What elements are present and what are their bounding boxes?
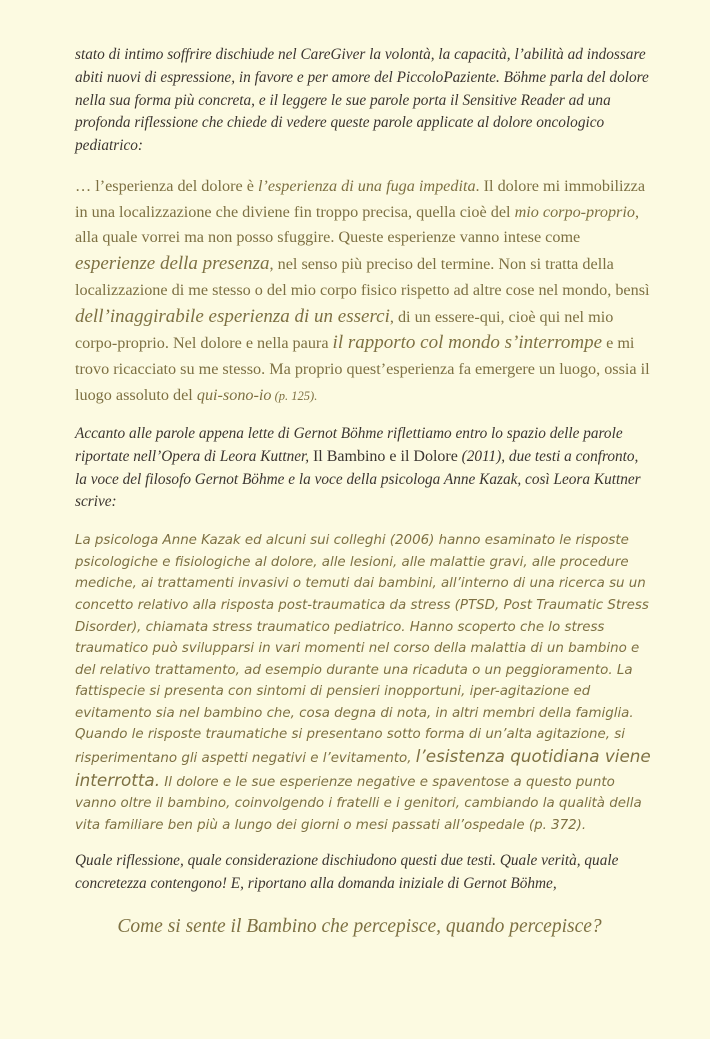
paragraph-text: Accanto alle parole appena lette di Gernot Böhme riflettiamo entro lo spazio delle parole riportate nell’Opera di Leora Kuttner, — [75, 425, 623, 466]
quote-emphasis: esperienze della presenza — [75, 253, 270, 275]
quote-emphasis: l’esistenza quotidiana viene interrotta. — [75, 746, 651, 790]
closing-paragraph: Quale riflessione, quale considerazione dischiudono questi due testi. Quale verità, quale concretezza contengono! E, riportano alla domanda iniziale di Gernot Böhme, — [75, 852, 619, 892]
final-question: Come si sente il Bambino che percepisce, quando percepisce? — [117, 916, 602, 938]
quote-text: , nel senso più preciso del termine. Non si tratta della localizzazione di me stesso o del mio corpo fisico rispetto ad altre cose nel mondo, bensì — [75, 255, 650, 299]
bohme-quote — [75, 174, 654, 409]
quote-emphasis: l’esperienza di una fuga impedita — [257, 176, 476, 195]
quote-text: . Il dolore mi immobilizza in una localizzazione che diviene fin troppo precisa, quella cioè del — [75, 176, 646, 221]
quote-text: Il dolore e le sue esperienze negative e spaventose a questo punto vanno oltre il bambino, coinvolgendo i fratelli e i genitori, cambiando la qualità della vita familiare ben più a lungo dei giorni o mesi passati all’ospedale (p. 372). — [75, 774, 642, 833]
quote-emphasis: dell’inaggirabile esperienza di un esserci — [75, 305, 390, 327]
quote-emphasis: mio corpo-proprio — [514, 202, 635, 221]
quote-text: … l’esperienza del dolore è — [75, 176, 258, 195]
quote-text: e mi trovo ricacciato su me stesso. Ma proprio quest’esperienza fa emergere un luogo, ossia il luogo assoluto del — [75, 334, 650, 404]
kuttner-intro-paragraph — [75, 423, 654, 514]
book-title: Il Bambino e il Dolore — [312, 448, 458, 466]
quote-emphasis: il rapporto col mondo s’interrompe — [332, 332, 603, 354]
page-reference: (p. 125). — [271, 388, 318, 403]
intro-paragraph: stato di intimo soffrire dischiude nel CareGiver la volontà, la capacità, l’abilità ad indossare abiti nuovi di espressione, in favore e per amore del PiccoloPaziente. Böhme parla del dolore nella sua forma più concreta, e il leggere le sue parole porta il Sensitive Reader ad una profonda riflessione che chiede di vedere queste parole applicate al dolore oncologico pediatrico: — [75, 46, 649, 155]
quote-text: La psicologa Anne Kazak ed alcuni sui colleghi (2006) hanno esaminato le risposte psicologiche e fisiologiche al dolore, alle lesioni, alle malattie gravi, alle procedure mediche, ai trattamenti invasivi o temuti dai bambini, all’interno di una ricerca su un concetto relativo alla risposta post-traumatica da stress (PTSD, Post Traumatic Stress Disorder), chiamata stress traumatico pediatrico. Hanno scoperto che lo stress traumatico può svilupparsi in vari momenti nel corso della malattia di un bambino e del relativo trattamento, ad esempio durante una ricaduta o un peggioramento. La fattispecie si presenta con sintomi di pensieri inopportuni, iper-agitazione ed evitamento sia nel bambino che, cosa degna di nota, in altri membri della famiglia. Quando le risposte traumatiche si presentano sotto forma di un’alta agitazione, si risperimentano gli aspetti negativi e l’evitamento, — [75, 533, 649, 767]
kuttner-quote — [75, 530, 654, 836]
quote-text: , alla quale vorrei ma non posso sfuggire. Queste esperienze vanno intese come — [75, 202, 639, 247]
paragraph-text: (2011), due testi a confronto, la voce del filosofo Gernot Böhme e la voce della psicologa Anne Kazak, così Leora Kuttner scrive: — [75, 448, 641, 511]
quote-emphasis: qui-sono-io — [196, 385, 272, 404]
quote-text: , di un essere-qui, cioè qui nel mio corpo-proprio. Nel dolore e nella paura — [75, 307, 614, 353]
